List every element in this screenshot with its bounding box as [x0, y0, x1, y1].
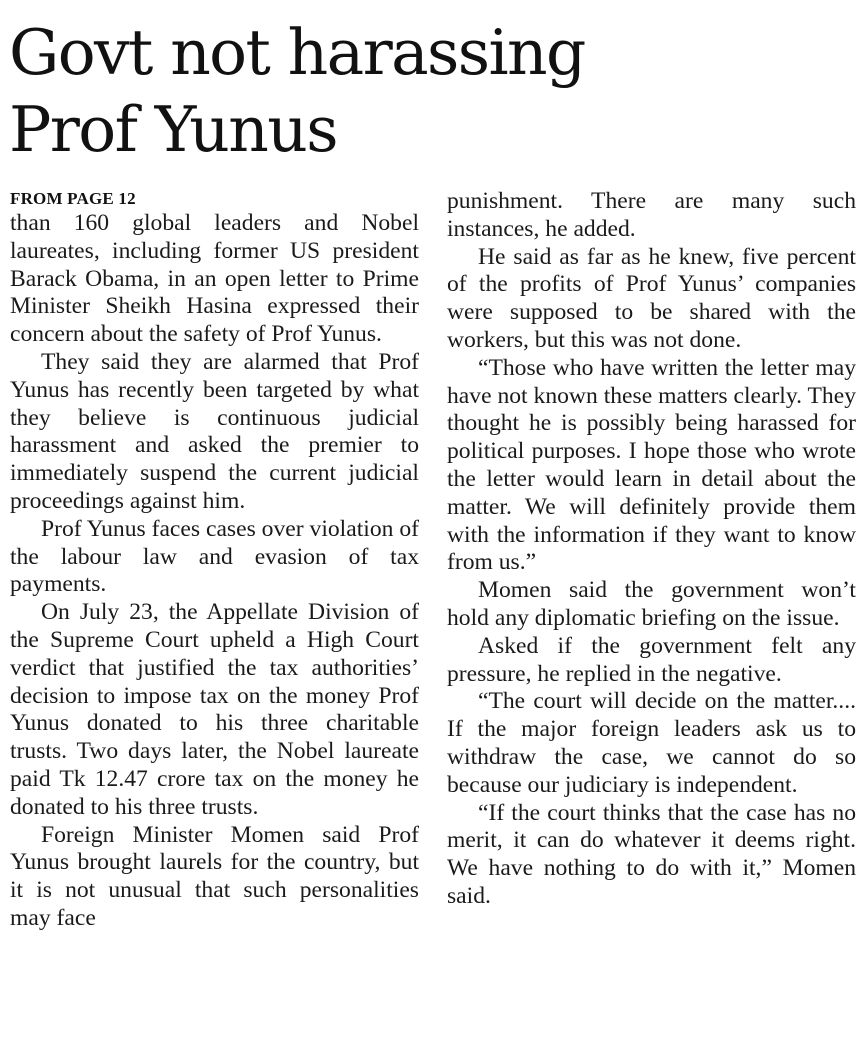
headline	[9, 14, 859, 168]
paragraph: Foreign Minister Momen said Prof Yunus brought laurels for the country, but it is not unusual that such personalities may face	[10, 821, 419, 931]
paragraph: “The court will decide on the matter.... If the major foreign leaders ask us to withdraw the case, we cannot do so because our judiciary is independent.	[447, 688, 856, 798]
headline-line-2: Prof Yunus	[9, 93, 337, 166]
headline-line-1: Govt not harassing	[9, 16, 585, 89]
paragraph: Momen said the government won’t hold any diplomatic briefing on the issue.	[447, 577, 856, 631]
paragraph: punishment. There are many such instances, he added.	[447, 188, 856, 242]
paragraph: On July 23, the Appellate Division of the Supreme Court upheld a High Court verdict that justified the tax authorities’ decision to impose tax on the money Prof Yunus donated to his three charitable trusts. Two days later, the Nobel laureate paid Tk 12.47 crore tax on the money he donated to his three trusts.	[10, 599, 419, 820]
paragraph: Prof Yunus faces cases over violation of the labour law and evasion of tax payments.	[10, 515, 419, 598]
paragraph: “Those who have written the letter may have not known these matters clearly. They thought he is possibly being harassed for political purposes. I hope those who wrote the letter would learn in detail about the matter. We will definitely provide them with the information if they want to know from us.”	[447, 354, 856, 576]
paragraph: “If the court thinks that the case has no merit, it can do whatever it deems right. We have nothing to do with it,” Momen said.	[447, 799, 856, 909]
paragraph: They said they are alarmed that Prof Yunus has recently been targeted by what they believe is continuous judicial harassment and asked the premier to immediately suspend the current judicial proceedings against him.	[10, 348, 419, 514]
paragraph: Asked if the government felt any pressure, he replied in the negative.	[447, 632, 856, 687]
paragraph: than 160 global leaders and Nobel laureates, including former US president Barack Obama, in an open letter to Prime Minister Sheikh Hasina expressed their concern about the safety of Prof Yunus.	[10, 210, 419, 348]
article-column-right	[447, 188, 856, 911]
paragraph: He said as far as he knew, five percent of the profits of Prof Yunus’ companies were supposed to be shared with the workers, but this was not done.	[447, 243, 856, 353]
article-column-left	[10, 188, 419, 933]
continued-from-kicker: FROM PAGE 12	[10, 189, 136, 208]
